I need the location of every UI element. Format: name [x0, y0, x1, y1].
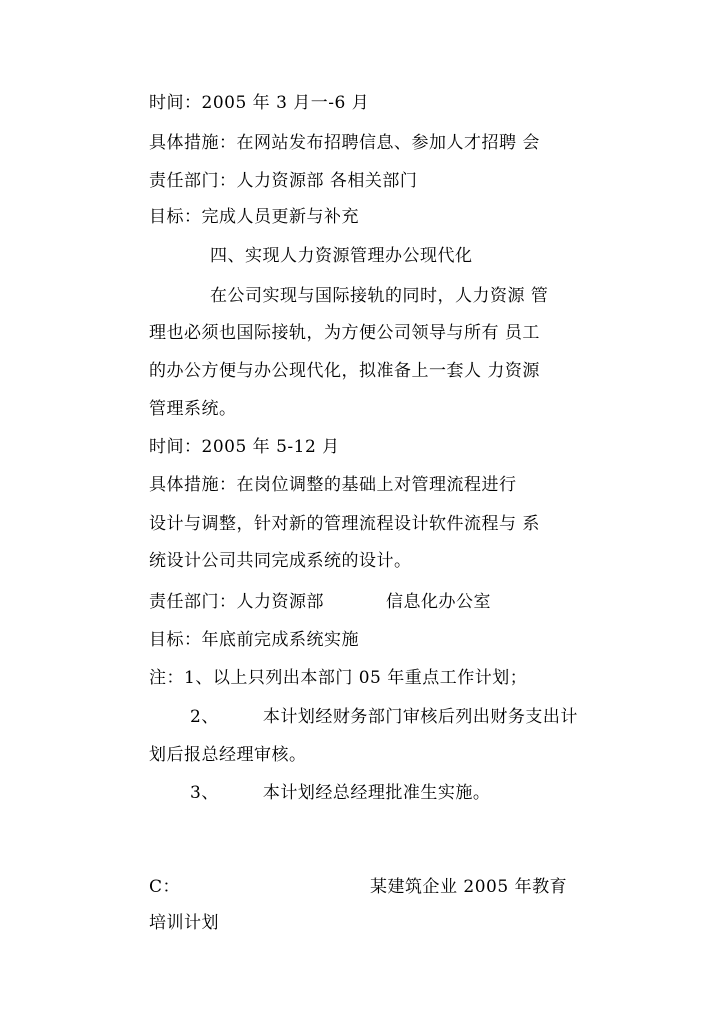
measures-line-1: 具体措施：在网站发布招聘信息、参加人才招聘 会 [149, 133, 540, 153]
department-line-2 [149, 591, 491, 613]
paragraph-line-1: 在公司实现与国际接轨的同时，人力资源 管 [210, 286, 549, 306]
section-title: 某建筑企业 2005 年教育 [370, 877, 568, 897]
measures-line-3: 设计与调整，针对新的管理流程设计软件流程与 系 [149, 514, 540, 534]
section-letter: C： [149, 877, 181, 897]
section-title-continuation: 培训计划 [149, 913, 219, 933]
time-line-2: 时间：2005 年 5-12 月 [149, 437, 340, 457]
measures-line-2: 具体措施：在岗位调整的基础上对管理流程进行 [149, 475, 517, 495]
section-heading-4: 四、实现人力资源管理办公现代化 [210, 246, 473, 266]
note-line-4 [190, 782, 490, 804]
note-line-1: 注：1、以上只列出本部门 05 年重点工作计划； [149, 668, 528, 688]
department-name: 信息化办公室 [386, 592, 491, 612]
note-text-2: 本计划经财务部门审核后列出财务支出计 [262, 707, 578, 727]
department-label: 责任部门：人力资源部 [149, 592, 324, 612]
time-line-1: 时间：2005 年 3 月一-6 月 [149, 93, 370, 113]
section-title-line [149, 876, 567, 898]
department-line-1: 责任部门：人力资源部 各相关部门 [149, 171, 418, 191]
paragraph-line-3: 的办公方便与办公现代化，拟准备上一套人 力资源 [149, 361, 540, 381]
paragraph-line-2: 理也必须也国际接轨，为方便公司领导与所有 员工 [149, 323, 540, 343]
note-number-3: 3、 [190, 783, 219, 803]
note-text-3: 本计划经总经理批准生实施。 [262, 783, 491, 803]
goal-line-1: 目标：完成人员更新与补充 [149, 207, 359, 227]
note-line-2 [190, 706, 578, 728]
measures-line-4: 统设计公司共同完成系统的设计。 [149, 551, 412, 571]
note-line-3: 划后报总经理审核。 [149, 745, 307, 765]
goal-line-2: 目标：年底前完成系统实施 [149, 630, 359, 650]
paragraph-line-4: 管理系统。 [149, 399, 237, 419]
note-number-2: 2、 [190, 707, 219, 727]
